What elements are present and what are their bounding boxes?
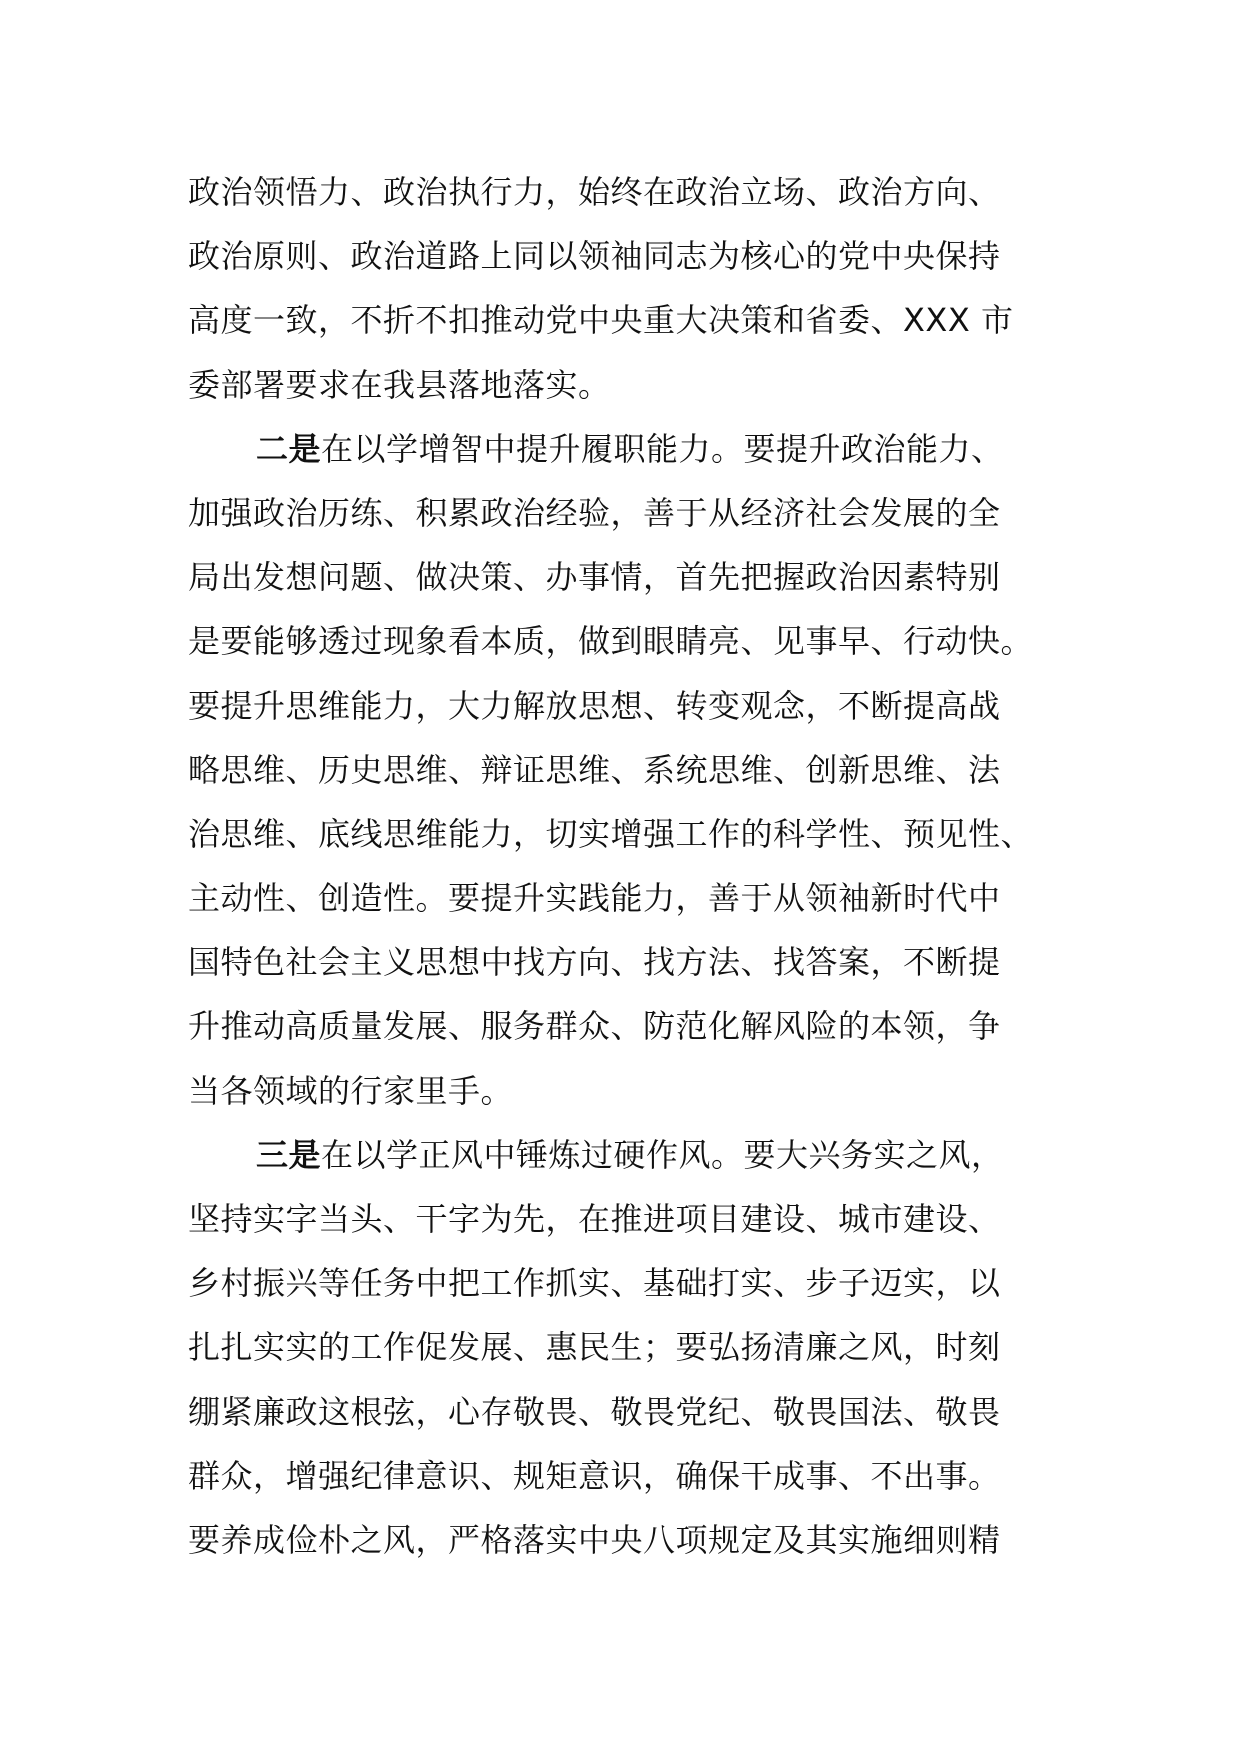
text-line: 扎扎实实的工作促发展、惠民生；要弘扬清廉之风，时刻 (188, 1328, 1001, 1367)
text-line: 主动性、创造性。要提升实践能力，善于从领袖新时代中 (188, 879, 1001, 918)
text-line: 略思维、历史思维、辩证思维、系统思维、创新思维、法 (188, 750, 1001, 789)
text-line: 坚持实字当头、干字为先，在推进项目建设、城市建设、 (188, 1200, 1001, 1238)
paragraph-third-first-line (188, 1123, 1068, 1187)
text-line: 高度一致，不折不扣推动党中央重大决策和省委、XXX 市 (188, 301, 1014, 340)
text-line: 当各领域的行家里手。 (188, 1071, 514, 1110)
text-line: 是要能够透过现象看本质，做到眼睛亮、见事早、行动快。 (188, 622, 1034, 661)
text-line: 绷紧廉政这根弦，心存敬畏、敬畏党纪、敬畏国法、敬畏 (188, 1392, 1001, 1431)
text-line: 乡村振兴等任务中把工作抓实、基础打实、步子迈实，以 (188, 1264, 1001, 1303)
text-line: 要提升思维能力，大力解放思想、转变观念，不断提高战 (188, 686, 1001, 725)
paragraph-lead-second: 二是 (256, 429, 322, 468)
text-line: 政治领悟力、政治执行力，始终在政治立场、政治方向、 (188, 173, 1001, 211)
text-line: 国特色社会主义思想中找方向、找方法、找答案，不断提 (188, 943, 1001, 982)
text-line: 委部署要求在我县落地落实。 (188, 365, 611, 404)
text-line: 在以学正风中锤炼过硬作风。要大兴务实之风， (321, 1135, 1004, 1174)
paragraph-second-first-line (188, 417, 1068, 481)
text-line: 治思维、底线思维能力，切实增强工作的科学性、预见性、 (188, 814, 1034, 853)
text-line: 局出发想问题、做决策、办事情，首先把握政治因素特别 (188, 558, 1001, 597)
text-line: 群众，增强纪律意识、规矩意识，确保干成事、不出事。 (188, 1456, 1001, 1495)
text-line: 在以学增智中提升履职能力。要提升政治能力、 (321, 429, 1004, 468)
text-line: 加强政治历练、积累政治经验，善于从经济社会发展的全 (188, 493, 1001, 532)
text-line: 政治原则、政治道路上同以领袖同志为核心的党中央保持 (188, 237, 1001, 276)
paragraph-lead-third: 三是 (256, 1135, 322, 1174)
text-line: 要养成俭朴之风，严格落实中央八项规定及其实施细则精 (188, 1520, 1001, 1559)
text-line: 升推动高质量发展、服务群众、防范化解风险的本领，争 (188, 1007, 1001, 1046)
body-text (188, 160, 1068, 1572)
